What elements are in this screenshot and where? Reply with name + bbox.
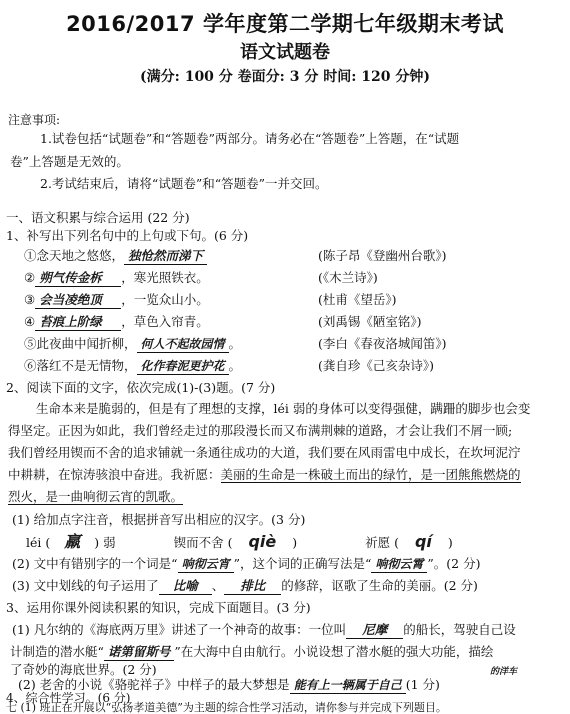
q2-passage-2: 得坚定。正因为如此，我们曾经走过的那段漫长而又布满荆棘的道路，才会让我们不屑一顾; [8,423,513,438]
q2-passage-1: 生命本来是脆弱的，但是有了理想的支撑，léi 弱的身体可以变得强健，蹒跚的脚步也会变 [36,401,531,416]
q1-item: ④ 苔痕上阶绿 ，草色入帘青。 [24,314,209,329]
q2-stem: 2、阅读下面的文字，依次完成(1)-(3)题。(7 分) [6,380,276,395]
answer-text: 羸 [64,532,81,551]
exam-meta: (满分: 100 分 卷面分: 3 分 时间: 120 分钟) [140,69,430,85]
q3-sub-1-line-2: 计制造的潜水艇“ 诺第留斯号 ”在大海中自由航行。小说设想了潜水艇的强大功能，描绘 [10,644,494,659]
q1-source: (陈子昂《登幽州台歌》) [318,248,447,263]
answer-text: 诺第留斯号 [104,644,175,661]
q1-item: ⑥落红不是无情物， 化作春泥更护花 。 [24,358,242,373]
q2-sub-2: (2) 文中有错别字的一个词是“ 响彻云宵 ”，这个词的正确写法是“ 响彻云霄 ”。(2 分) [12,556,481,571]
q1-item: ② 朔气传金柝 ，寒光照铁衣。 [24,270,209,285]
handwritten-note: 的洋车 [490,667,518,677]
q2-passage-4: 中耕耕，在惊涛骇浪中奋进。我祈愿：美丽的生命是一株破土而出的绿竹，是一团熊熊燃烧的 [8,467,521,482]
answer-text: 会当凌绝顶 [35,292,121,309]
underlined-sentence-end: 烈火，是一曲响彻云宵的凯歌。 [8,489,184,504]
q1-item: ③ 会当凌绝顶 ，一览众山小。 [24,292,209,307]
q1-source: (李白《春夜洛城闻笛》) [318,336,447,351]
answer-text: 排比 [224,578,281,595]
notes-line-1: 1.试卷包括“试题卷”和“答题卷”两部分。请务必在“答题卷”上答题，在“试题 [40,131,460,146]
q2-passage-3: 我们曾经用锲而不舍的追求铺就一条通往成功的大道，我们要在风雨雷电中成长，在坎坷泥泞 [8,445,521,460]
answer-text: 响彻云宵 [178,556,234,573]
q3-sub-1-line-3: 了奇妙的海底世界。(2 分) [10,662,157,677]
notes-heading: 注意事项: [8,113,61,127]
q1-item: ①念天地之悠悠， 独怆然而涕下 [24,248,207,265]
answer-text: 苔痕上阶绿 [35,314,121,331]
q3-sub-2: (2) 老舍的小说《骆驼祥子》中样子的最大梦想是 能有上一辆属于自己 (1 分) [18,677,440,692]
q4-line-1: 七 (1) 班正在开展以“弘扬孝道美德”为主题的综合性学习活动，请你参与并完成下列题目。 [6,701,447,714]
exam-title: 2016/2017 学年度第二学期七年级期末考试 [66,12,504,36]
q4-stem: 4、综合性学习。(6 分) [6,691,131,705]
answer-text: 能有上一辆属于自己 [290,677,406,694]
q3-stem: 3、运用你课外阅读积累的知识，完成下面题目。(3 分) [6,600,311,615]
answer-text: 化作春泥更护花 [137,358,229,375]
answer-text: 独怆然而涕下 [124,248,207,265]
answer-text: qí [414,532,432,551]
exam-subtitle: 语文试题卷 [240,42,330,63]
q1-source: (刘禹锡《陋室铭》) [318,314,422,329]
q2-passage-5 [8,489,183,505]
q1-source: (《木兰诗》) [318,270,378,285]
q2-sub-1: (1) 给加点字注音，根据拼音写出相应的汉字。(3 分) [12,512,306,527]
answer-text: qiè [248,532,277,551]
q3-sub-1: (1) 凡尔纳的《海底两万里》讲述了一个神奇的故事：一位叫 尼摩 的船长，驾驶自己设 [12,622,516,637]
answer-text: 比喻 [159,578,212,595]
underlined-sentence: 美丽的生命是一株破土而出的绿竹，是一团熊熊燃烧的 [220,467,521,482]
answer-text: 何人不起故园情 [137,336,229,353]
notes-line-2: 卷”上答题是无效的。 [10,154,129,169]
answer-text: 朔气传金柝 [35,270,121,287]
q1-source: (龚自珍《己亥杂诗》) [318,358,435,373]
q1-stem: 1、补写出下列名句中的上句或下句。(6 分) [6,228,249,243]
q1-source: (杜甫《望岳》) [318,292,397,307]
answer-text: 响彻云霄 [371,556,427,573]
notes-line-3: 2.考试结束后，请将“试题卷”和“答题卷”一并交回。 [40,176,328,191]
q2-sub-3: (3) 文中划线的句子运用了 比喻 、 排比 的修辞，讴歌了生命的美丽。(2 分) [12,578,478,593]
answer-text: 尼摩 [346,622,403,639]
q2-sub-1-answers: léi ( 羸 ) 弱 锲而不舍 ( qiè ) 祈愿 ( qí ) [26,532,453,551]
q1-item: ⑤此夜曲中闻折柳， 何人不起故园情 。 [24,336,242,351]
section-1-heading: 一、语文积累与综合运用 (22 分) [6,210,190,225]
